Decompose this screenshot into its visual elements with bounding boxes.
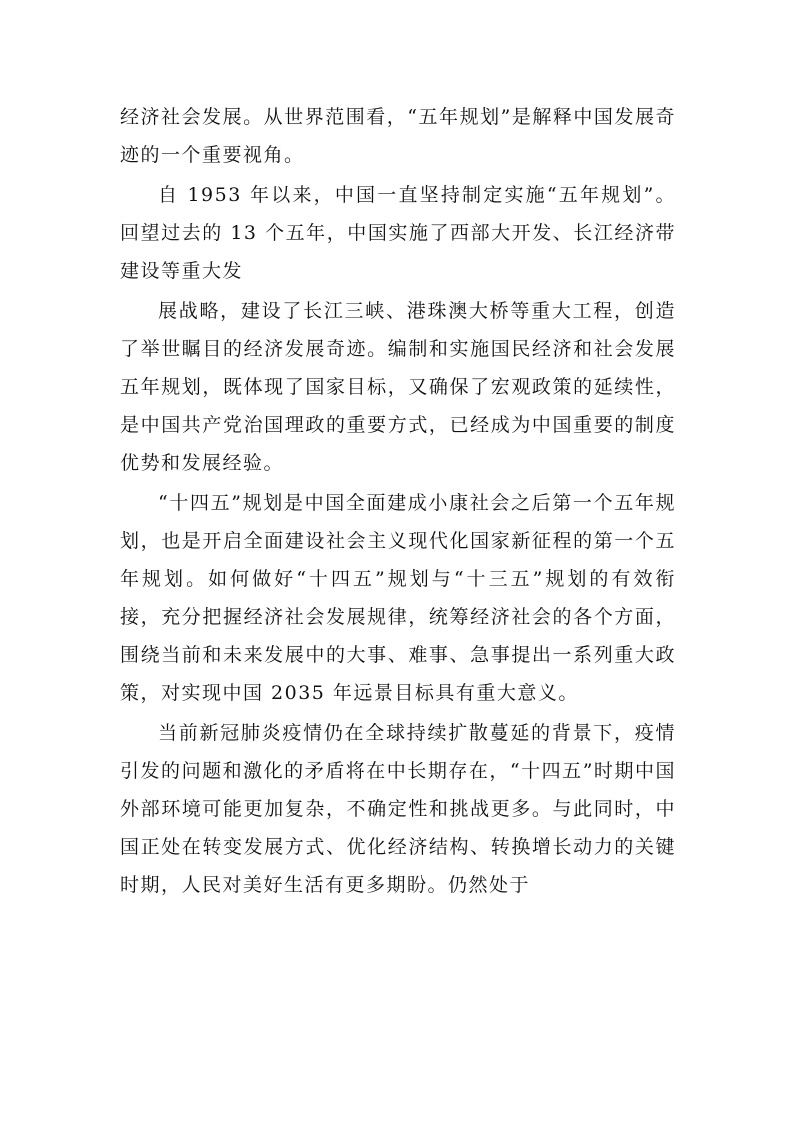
document-body bbox=[120, 98, 676, 906]
paragraph-development-strategy: 展战略，建设了长江三峡、港珠澳大桥等重大工程，创造了举世瞩目的经济发展奇迹。编制和实施国民经济和社会发展五年规划，既体现了国家目标，又确保了宏观政策的延续性，是中国共产党治国理政的重要方式，已经成为中国重要的制度优势和发展经验。 bbox=[120, 300, 676, 474]
paragraph-current-context: 当前新冠肺炎疫情仍在全球持续扩散蔓延的背景下，疫情引发的问题和激化的矛盾将在中长期存在，“十四五”时期中国外部环境可能更加复杂，不确定性和挑战更多。与此同时，中国正处在转变发展方式、优化经济结构、转换增长动力的关键时期，人民对美好生活有更多期盼。仍然处于 bbox=[120, 722, 676, 896]
paragraph-since-1953: 自 1953 年以来，中国一直坚持制定实施“五年规划”。回望过去的 13 个五年，中国实施了西部大开发、长江经济带建设等重大发 bbox=[120, 184, 676, 282]
paragraph-14th-five-year-plan: “十四五”规划是中国全面建成小康社会之后第一个五年规划，也是开启全面建设社会主义现代化国家新征程的第一个五年规划。如何做好“十四五”规划与“十三五”规划的有效衔接，充分把握经济社会发展规律，统筹经济社会的各个方面，围绕当前和未来发展中的大事、难事、急事提出一系列重大政策，对实现中国 2035 年远景目标具有重大意义。 bbox=[120, 492, 676, 704]
paragraph-continuation: 经济社会发展。从世界范围看，“五年规划”是解释中国发展奇迹的一个重要视角。 bbox=[120, 106, 676, 166]
